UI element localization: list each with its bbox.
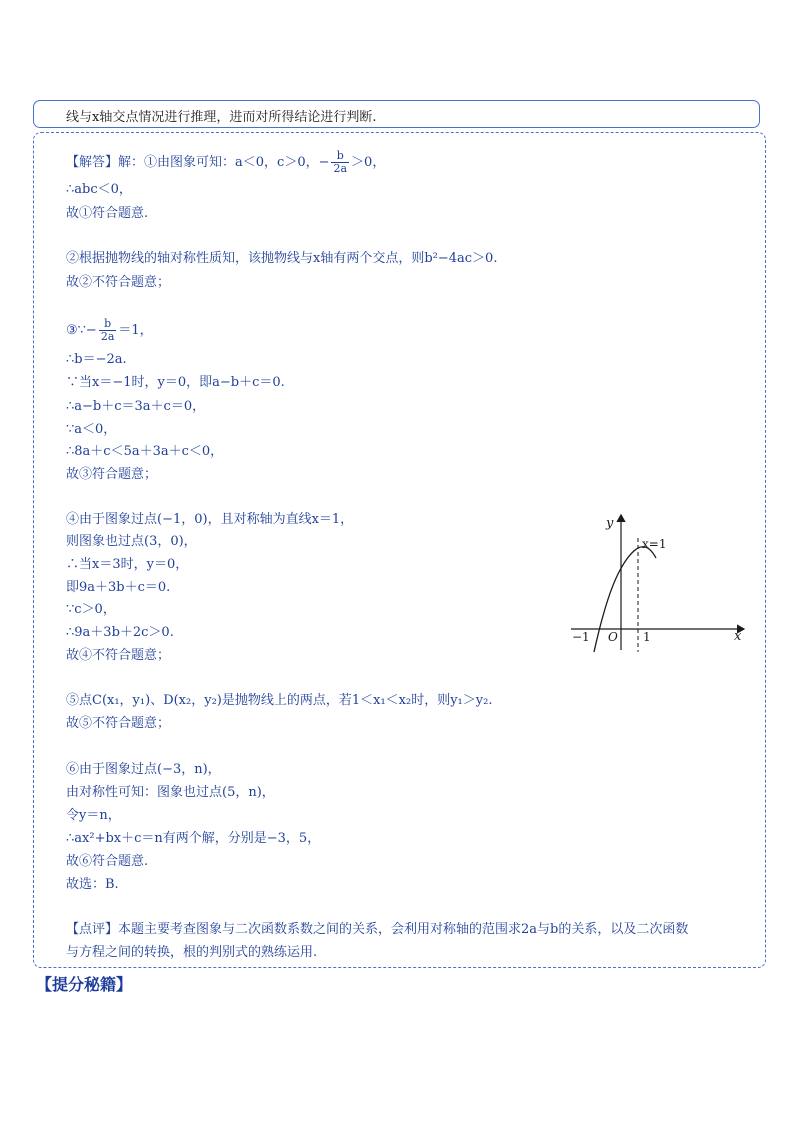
step1-cond-tail: ＞0， bbox=[351, 155, 386, 170]
step1-frac-num: b bbox=[331, 150, 349, 163]
one-label: 1 bbox=[643, 630, 651, 644]
step3-line4: ∴a−b＋c＝3a＋c＝0， bbox=[66, 399, 206, 414]
step1-frac-den: 2a bbox=[333, 162, 348, 175]
step4-line5: ∵c＞0， bbox=[66, 602, 116, 617]
step6-line6: 故选：B. bbox=[66, 877, 119, 892]
step3-line6: ∴8a＋c＜5a＋3a＋c＜0， bbox=[66, 444, 224, 459]
step3-line5: ∵a＜0， bbox=[66, 422, 117, 437]
step1-line3: 故①符合题意. bbox=[66, 206, 149, 221]
step6-line5: 故⑥符合题意. bbox=[66, 854, 149, 869]
step3-head-tail: ＝1， bbox=[118, 323, 153, 338]
step6-line3: 令y＝n， bbox=[66, 808, 121, 823]
step6-line2: 由对称性可知：图象也过点(5，n)， bbox=[66, 785, 275, 800]
step4-line6: ∴9a＋3b＋2c＞0. bbox=[66, 625, 174, 640]
comment-line1: 【点评】本题主要考查图象与二次函数系数之间的关系，会利用对称轴的范围求2a与b的关系，以及二次函数 bbox=[66, 922, 689, 937]
step1-line2: ∴abc＜0， bbox=[66, 182, 132, 197]
step1-line1 bbox=[66, 150, 385, 175]
step5-line1: ⑤点C(x₁，y₁)、D(x₂，y₂)是抛物线上的两点，若1＜x₁＜x₂时，则y₁＞y₂. bbox=[66, 693, 493, 708]
step1-fraction bbox=[331, 150, 349, 175]
step2-line2: 故②不符合题意； bbox=[66, 275, 171, 290]
step4-line2: 则图象也过点(3，0)， bbox=[66, 534, 197, 549]
step6-line1: ⑥由于图象过点(−3，n)， bbox=[66, 762, 221, 777]
step3-head: ③∵− bbox=[66, 323, 97, 338]
step3-fraction bbox=[99, 318, 117, 343]
analysis-tail-text: 线与x轴交点情况进行推理，进而对所得结论进行判断. bbox=[66, 110, 377, 125]
y-axis-label: y bbox=[606, 516, 614, 531]
step6-line4: ∴ax²+bx＋c＝n有两个解，分别是−3，5， bbox=[66, 831, 321, 846]
neg-one-label: −1 bbox=[572, 630, 590, 644]
symmetry-axis-label: x=1 bbox=[642, 537, 667, 551]
step4-line4: 即9a＋3b＋c＝0. bbox=[66, 580, 171, 595]
step5-line2: 故⑤不符合题意； bbox=[66, 716, 171, 731]
footer-title: 【提分秘籍】 bbox=[36, 975, 133, 994]
step3-line1 bbox=[66, 318, 153, 343]
step4-line1: ④由于图象过点(−1，0)，且对称轴为直线x＝1， bbox=[66, 512, 354, 527]
origin-label: O bbox=[608, 630, 618, 644]
parabola-graph bbox=[566, 510, 751, 655]
analysis-box bbox=[33, 100, 760, 128]
step2-line1: ②根据抛物线的轴对称性质知，该抛物线与x轴有两个交点，则b²−4ac＞0. bbox=[66, 251, 498, 266]
step3-line7: 故③符合题意； bbox=[66, 467, 158, 482]
x-axis-label: x bbox=[734, 629, 742, 644]
step4-line7: 故④不符合题意； bbox=[66, 648, 171, 663]
step1-cond: a＜0，c＞0，− bbox=[235, 155, 330, 170]
step3-line3: ∵当x＝−1时，y＝0，即a−b＋c＝0. bbox=[66, 375, 285, 390]
step4-line3: ∴当x＝3时，y＝0， bbox=[66, 557, 189, 572]
step3-frac-den: 2a bbox=[100, 330, 115, 343]
comment-line2: 与方程之间的转换，根的判别式的熟练运用. bbox=[66, 945, 318, 960]
step3-line2: ∴b＝−2a. bbox=[66, 352, 127, 367]
answer-head: 【解答】解：①由图象可知： bbox=[66, 155, 236, 170]
step3-frac-num: b bbox=[99, 318, 117, 331]
